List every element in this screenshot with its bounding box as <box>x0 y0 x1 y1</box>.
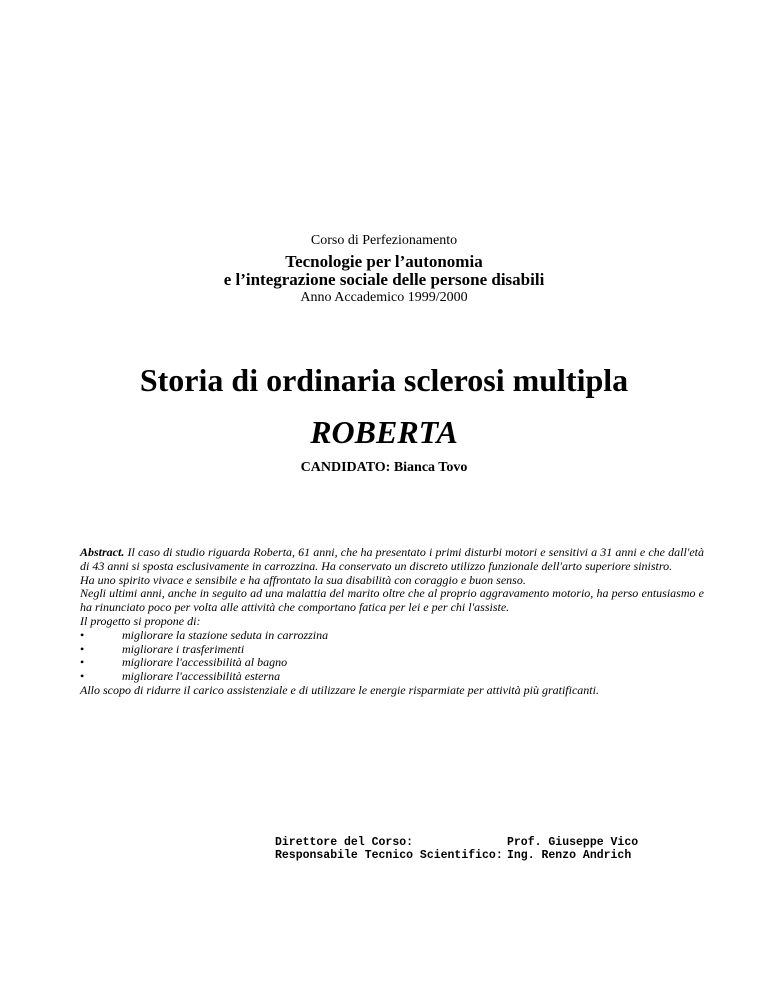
bullet-icon: • <box>80 669 85 684</box>
abstract-paragraph-2: Ha uno spirito vivace e sensibile e ha affrontato la sua disabilità con coraggio e buon senso. <box>80 572 526 587</box>
goals-intro: Il progetto si propone di: <box>80 613 201 628</box>
goal-text: migliorare l'accessibilità al bagno <box>122 655 288 670</box>
document-title: Storia di ordinaria sclerosi multipla <box>139 362 629 398</box>
bullet-icon: • <box>80 641 85 656</box>
goals-list <box>80 629 704 684</box>
course-kind: Corso di Perfezionamento <box>310 233 458 248</box>
academic-year: Anno Accademico 1999/2000 <box>300 290 468 305</box>
signature-names <box>507 836 638 862</box>
signature-name-scientific: Ing. Renzo Andrich <box>507 849 632 862</box>
goal-item <box>80 643 704 657</box>
signature-name-director: Prof. Giuseppe Vico <box>507 836 639 849</box>
candidate-line: CANDIDATO: Bianca Tovo <box>300 460 468 475</box>
goal-text: migliorare i trasferimenti <box>122 641 245 656</box>
signature-role-director: Direttore del Corso: <box>275 836 414 849</box>
course-title-line-2: e l’integrazione sociale delle persone disabili <box>223 270 545 289</box>
goal-item <box>80 670 704 684</box>
bullet-icon: • <box>80 655 85 670</box>
signature-roles <box>275 836 503 862</box>
abstract-section <box>80 546 704 698</box>
abstract-paragraph-1 <box>80 546 704 574</box>
abstract-conclusion: Allo scopo di ridurre il carico assistenziale e di utilizzare le energie risparmiate per attività più gratificanti. <box>80 682 599 697</box>
abstract-text-1: Il caso di studio riguarda Roberta, 61 anni, che ha presentato i primi disturbi motori e sensitivi a 31 anni e che dall'età di 43 anni si sposta esclusivamente in carrozzina. Ha conservato un discreto utilizzo funzionale dell'arto superiore sinistro. <box>80 545 705 573</box>
abstract-label: Abstract. <box>80 545 125 559</box>
abstract-paragraph-3: Negli ultimi anni, anche in seguito ad una malattia del marito oltre che al proprio aggravamento motorio, ha perso entusiasmo e ha rinunciato poco per volta alle attività che comportano fatica per lei e per chi l'assiste. <box>80 586 704 615</box>
bullet-icon: • <box>80 627 85 642</box>
goal-item <box>80 656 704 670</box>
signature-role-scientific: Responsabile Tecnico Scientifico: <box>275 849 503 862</box>
course-title-line-1: Tecnologie per l’autonomia <box>285 252 483 271</box>
goal-item <box>80 629 704 643</box>
goal-text: migliorare la stazione seduta in carrozzina <box>122 627 329 642</box>
document-subtitle: ROBERTA <box>310 414 458 450</box>
goal-text: migliorare l'accessibilità esterna <box>122 669 281 684</box>
